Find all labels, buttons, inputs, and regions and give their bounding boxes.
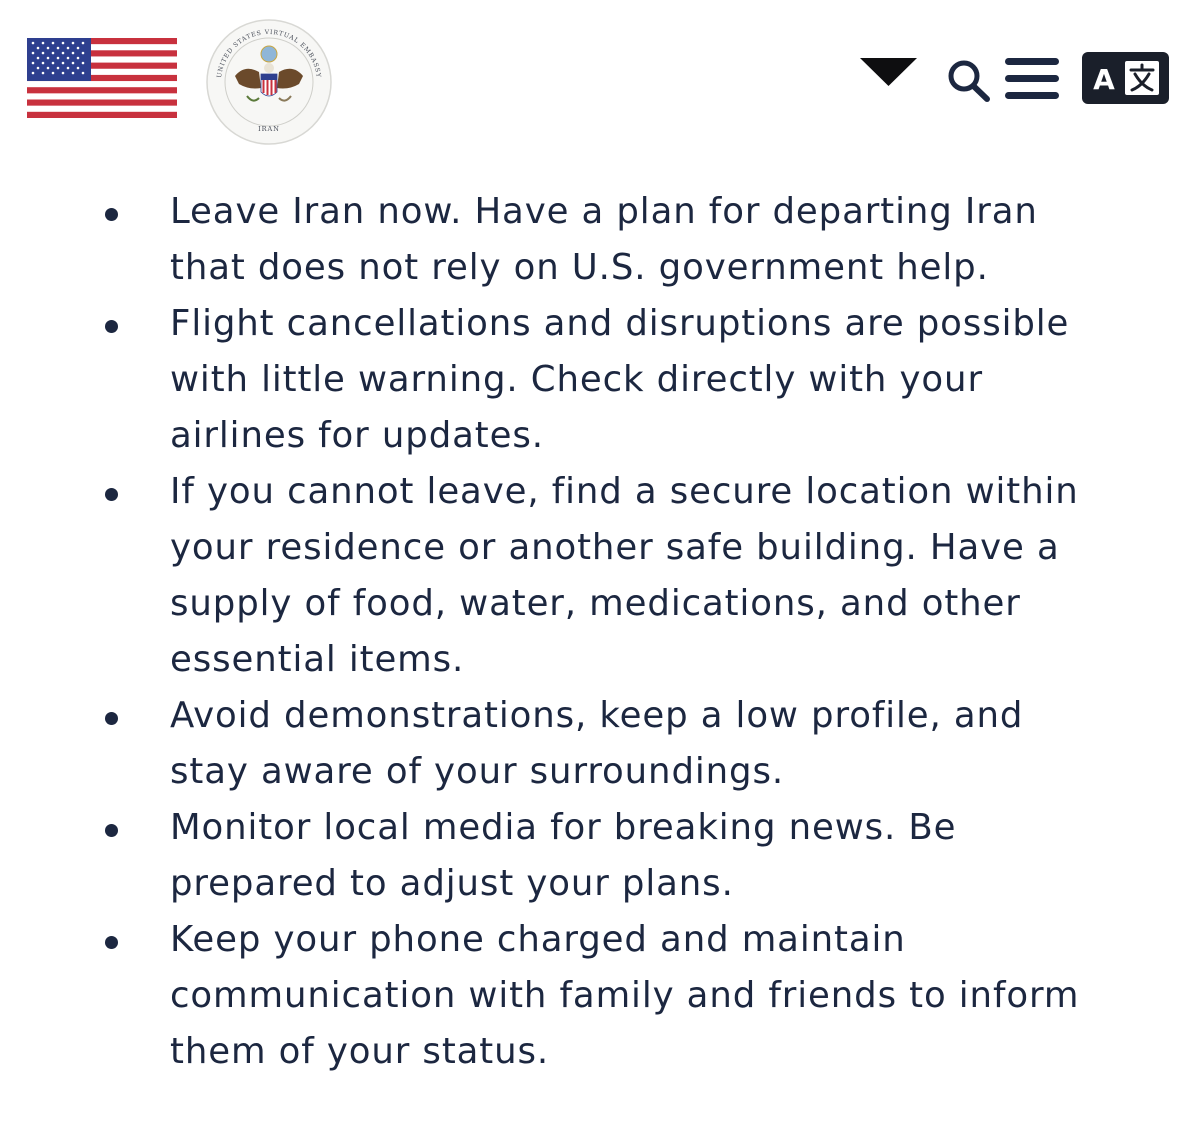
bullet-dot-icon [105,488,118,501]
alert-content [0,184,1200,1080]
list-item [0,800,1200,912]
site-header [0,0,1200,170]
list-item [0,184,1200,296]
menu-icon[interactable] [1003,56,1061,102]
list-item-text: If you cannot leave, find a secure location within your residence or another safe building. Have a supply of food, water, medications, and other essential items. [170,471,1079,680]
bullet-dot-icon [105,208,118,221]
list-item-text: Keep your phone charged and maintain communication with family and friends to inform them of your status. [170,919,1080,1072]
bullet-list [0,184,1200,1080]
search-icon[interactable] [945,56,993,104]
translate-button[interactable] [1082,52,1169,104]
list-item [0,296,1200,464]
svg-text:IRAN: IRAN [258,125,280,133]
translate-letter: A [1093,63,1115,96]
list-item-text: Leave Iran now. Have a plan for departing Iran that does not rely on U.S. government help. [170,191,1038,288]
list-item-text: Flight cancellations and disruptions are possible with little warning. Check directly with your airlines for updates. [170,303,1070,456]
list-item-text: Monitor local media for breaking news. Be prepared to adjust your plans. [170,807,957,904]
bullet-dot-icon [105,712,118,725]
svg-text:UNITED STATES VIRTUAL EMBASSY: UNITED STATES VIRTUAL EMBASSY [216,28,322,79]
bullet-dot-icon [105,824,118,837]
list-item [0,688,1200,800]
bullet-dot-icon [105,936,118,949]
embassy-seal-icon[interactable] [205,18,333,146]
translate-icon [1082,52,1169,104]
list-item [0,912,1200,1080]
list-item [0,464,1200,688]
caret-down-icon[interactable] [860,58,917,86]
bullet-dot-icon [105,320,118,333]
us-flag-icon[interactable] [27,38,177,118]
list-item-text: Avoid demonstrations, keep a low profile, and stay aware of your surroundings. [170,695,1024,792]
